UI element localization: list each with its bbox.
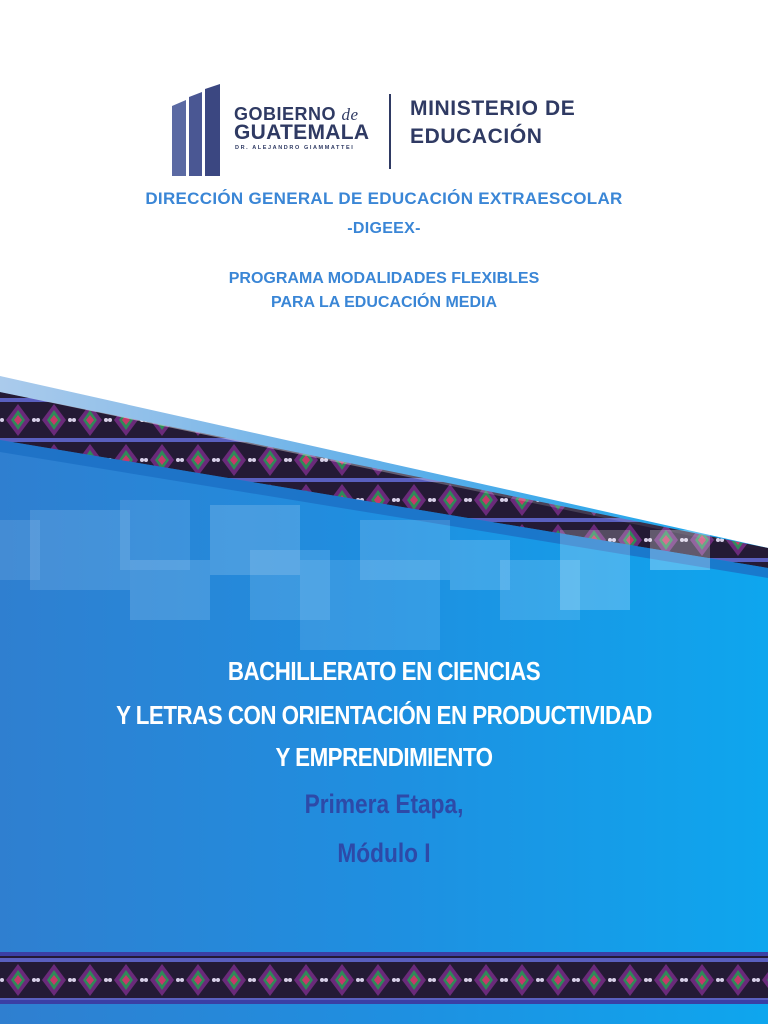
cover-title-line3: Y EMPRENDIMIENTO — [275, 742, 493, 772]
cover-background — [0, 370, 768, 1024]
ministerio-line2: EDUCACIÓN — [410, 125, 543, 148]
cover-title-line1: BACHILLERATO EN CIENCIAS — [227, 656, 541, 686]
module-label: Módulo I — [337, 838, 431, 868]
guatemala-bars-icon — [172, 84, 222, 176]
guatemala-text: GUATEMALA — [234, 121, 370, 144]
ministerio-line1: MINISTERIO DE — [410, 97, 576, 120]
bottom-band-top-line — [0, 952, 768, 956]
de-text: de — [341, 105, 359, 124]
president-text: DR. ALEJANDRO GIAMMATTEI — [235, 145, 355, 151]
digeex-heading: -DIGEEX- — [347, 220, 421, 237]
bottom-textile-band — [0, 956, 768, 1000]
government-logo — [172, 84, 612, 180]
programa-heading-line2: PARA LA EDUCACIÓN MEDIA — [270, 294, 498, 311]
gobierno-text: GOBIERNO de — [234, 104, 359, 124]
programa-heading-line1: PROGRAMA MODALIDADES FLEXIBLES — [228, 270, 540, 287]
direccion-heading: DIRECCIÓN GENERAL DE EDUCACIÓN EXTRAESCOLAR — [145, 189, 623, 208]
logo-divider — [389, 94, 391, 169]
stage-label: Primera Etapa, — [304, 789, 464, 819]
cover-title-line2: Y LETRAS CON ORIENTACIÓN EN PRODUCTIVIDAD — [116, 700, 652, 730]
bottom-band-bottom-line — [0, 1000, 768, 1004]
